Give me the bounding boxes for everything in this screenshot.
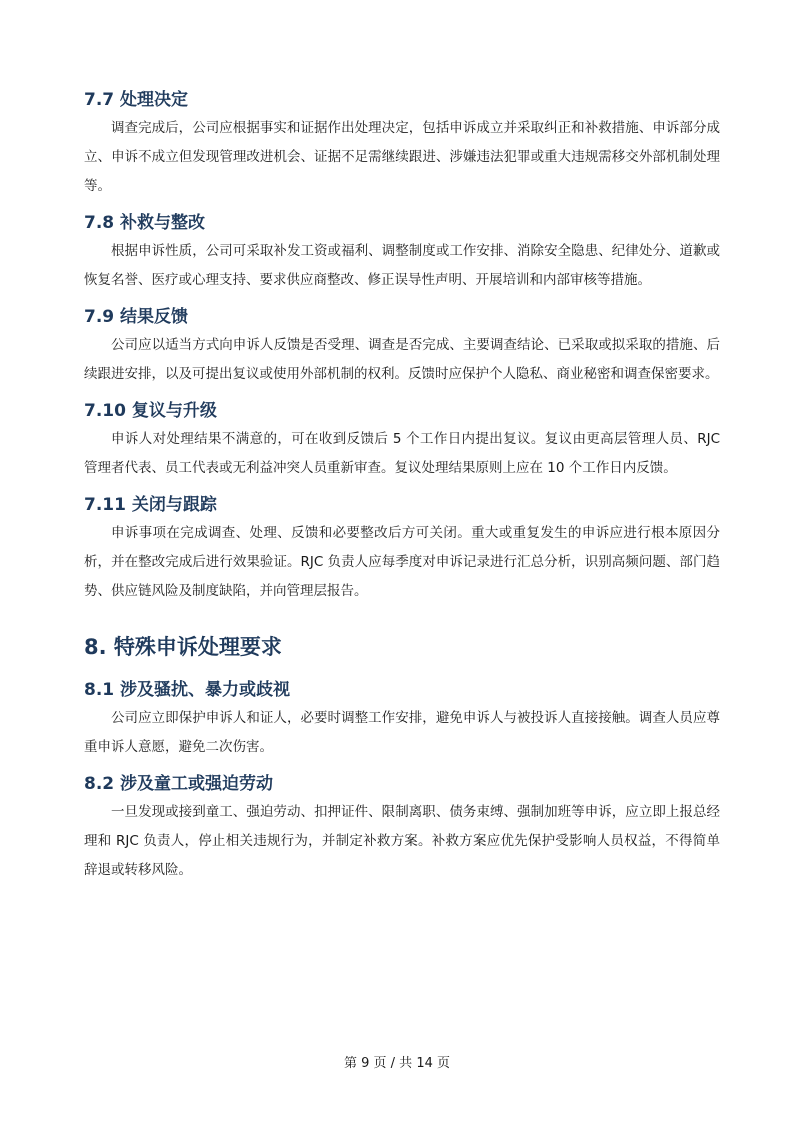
section-heading: 7.9 结果反馈 [84,307,189,327]
section-paragraph: 公司应立即保护申诉人和证人，必要时调整工作安排，避免申诉人与被投诉人直接接触。调查人员应尊重申诉人意愿，避免二次伤害。 [84,710,720,755]
chapter-heading: 8. 特殊申诉处理要求 [84,635,282,659]
section-8 [84,630,720,664]
section-paragraph: 调查完成后，公司应根据事实和证据作出处理决定，包括申诉成立并采取纠正和补救措施、申诉部分成立、申诉不成立但发现管理改进机会、证据不足需继续跟进、涉嫌违法犯罪或重大违规需移交外部机制处理等。 [84,120,720,194]
section-paragraph: 申诉事项在完成调查、处理、反馈和必要整改后方可关闭。重大或重复发生的申诉应进行根本原因分析，并在整改完成后进行效果验证。RJC 负责人应每季度对申诉记录进行汇总分析，识别高频问题、部门趋势、供应链风险及制度缺陷，并向管理层报告。 [84,525,720,599]
section-7-10 [84,397,720,483]
section-7-8 [84,209,720,295]
section-8-1 [84,676,720,762]
section-heading: 7.7 处理决定 [84,90,189,110]
section-paragraph: 申诉人对处理结果不满意的，可在收到反馈后 5 个工作日内提出复议。复议由更高层管理人员、RJC 管理者代表、员工代表或无利益冲突人员重新审查。复议处理结果原则上应在 10 个工作日内反馈。 [84,431,720,476]
section-heading: 8.1 涉及骚扰、暴力或歧视 [84,680,291,700]
page-content [84,86,720,891]
section-heading: 7.10 复议与升级 [84,401,217,421]
section-paragraph: 根据申诉性质，公司可采取补发工资或福利、调整制度或工作安排、消除安全隐患、纪律处分、道歉或恢复名誉、医疗或心理支持、要求供应商整改、修正误导性声明、开展培训和内部审核等措施。 [84,243,720,288]
page-footer [0,1052,794,1071]
section-paragraph: 一旦发现或接到童工、强迫劳动、扣押证件、限制离职、债务束缚、强制加班等申诉，应立即上报总经理和 RJC 负责人，停止相关违规行为，并制定补救方案。补救方案应优先保护受影响人员权益，不得简单辞退或转移风险。 [84,804,720,878]
section-7-9 [84,303,720,389]
section-heading: 8.2 涉及童工或强迫劳动 [84,774,274,794]
section-8-2 [84,770,720,885]
section-paragraph: 公司应以适当方式向申诉人反馈是否受理、调查是否完成、主要调查结论、已采取或拟采取的措施、后续跟进安排，以及可提出复议或使用外部机制的权利。反馈时应保护个人隐私、商业秘密和调查保密要求。 [84,337,720,382]
section-heading: 7.11 关闭与跟踪 [84,495,217,515]
section-7-7 [84,86,720,201]
section-heading: 7.8 补救与整改 [84,213,206,233]
page-number: 第 9 页 / 共 14 页 [344,1056,450,1071]
section-7-11 [84,491,720,606]
